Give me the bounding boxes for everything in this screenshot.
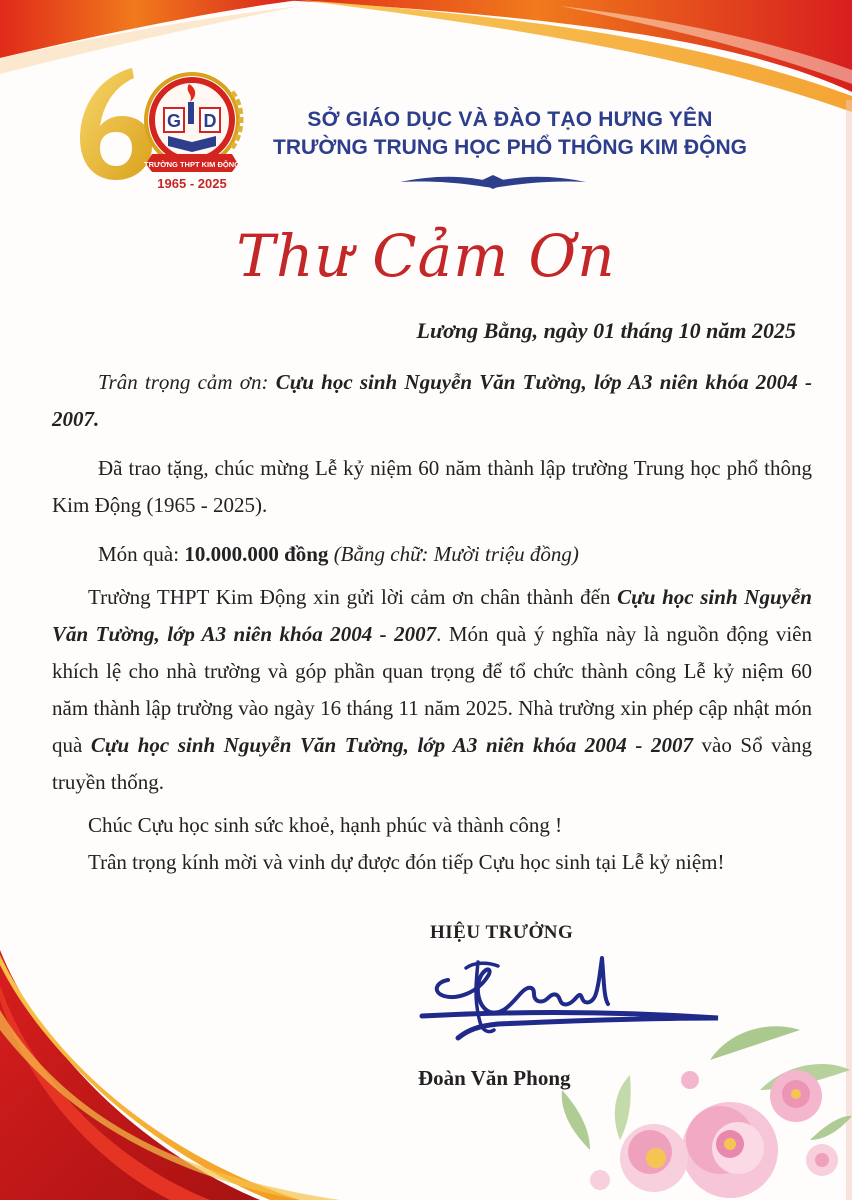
gift-lead: Món quà: [98, 542, 185, 566]
logo-ribbon-text: TRƯỜNG THPT KIM ĐỘNG [144, 160, 240, 169]
letter-date: Lương Bằng, ngày 01 tháng 10 năm 2025 [416, 318, 796, 343]
thanks-recipient-1: Cựu học sinh Nguyễn Văn Tường, lớp A3 niên khóa 2004 - 2007 [52, 585, 812, 646]
header-flourish [398, 172, 588, 192]
recipient-lead: Trân trọng cảm ơn: [98, 370, 276, 394]
gift-amount: 10.000.000 đồng [184, 542, 329, 566]
paragraph-wishes: Chúc Cựu học sinh sức khoẻ, hạnh phúc và thành công ! [88, 813, 563, 837]
thanks-recipient-2: Cựu học sinh Nguyễn Văn Tường, lớp A3 niên khóa 2004 - 2007 [90, 733, 693, 757]
paragraph-donation: Đã trao tặng, chúc mừng Lễ kỷ niệm 60 năm thành lập trường Trung học phổ thông Kim Động (1965 - 2025). [52, 456, 812, 517]
school-name: TRƯỜNG TRUNG HỌC PHỔ THÔNG KIM ĐỘNG [273, 136, 747, 159]
paragraph-gift [52, 536, 812, 573]
thanks-text-1: Trường THPT Kim Động xin gửi lời cảm ơn chân thành đến [88, 585, 618, 609]
signer-name: Đoàn Văn Phong [418, 1066, 571, 1090]
paragraph-invitation: Trân trọng kính mời và vinh dự được đón tiếp Cựu học sinh tại Lễ kỷ niệm! [88, 850, 725, 874]
logo-letter-g: G [166, 111, 182, 131]
thanks-text-3: vào Sổ vàng truyền thống. [52, 733, 813, 794]
letter-title: Thư Cảm Ơn [236, 222, 616, 290]
signer-title: HIỆU TRƯỞNG [430, 922, 574, 943]
logo-letter-d: D [203, 111, 217, 131]
thanks-text-2: . Món quà ý nghĩa này là nguồn động viên khích lệ cho nhà trường và góp phần quan trọng để tổ chức thành công Lễ kỷ niệm 60 năm thành lập trường vào ngày 16 tháng 11 năm 2025. Nhà trường xin phép cập nhật món quà [52, 622, 813, 757]
school-60-year-logo [72, 62, 272, 194]
letter-header [270, 108, 750, 160]
recipient-name: Cựu học sinh Nguyễn Văn Tường, lớp A3 niên khóa 2004 - 2007. [52, 370, 812, 431]
paragraph-thanks [52, 579, 812, 801]
department-name: SỞ GIÁO DỤC VÀ ĐÀO TẠO HƯNG YÊN [307, 108, 713, 131]
gift-amount-words: (Bằng chữ: Mười triệu đồng) [328, 542, 579, 566]
peony-flowers-decoration [560, 1020, 852, 1200]
letter-body [52, 364, 812, 881]
paragraph-recipient [52, 364, 812, 438]
logo-years: 1965 - 2025 [157, 176, 227, 191]
